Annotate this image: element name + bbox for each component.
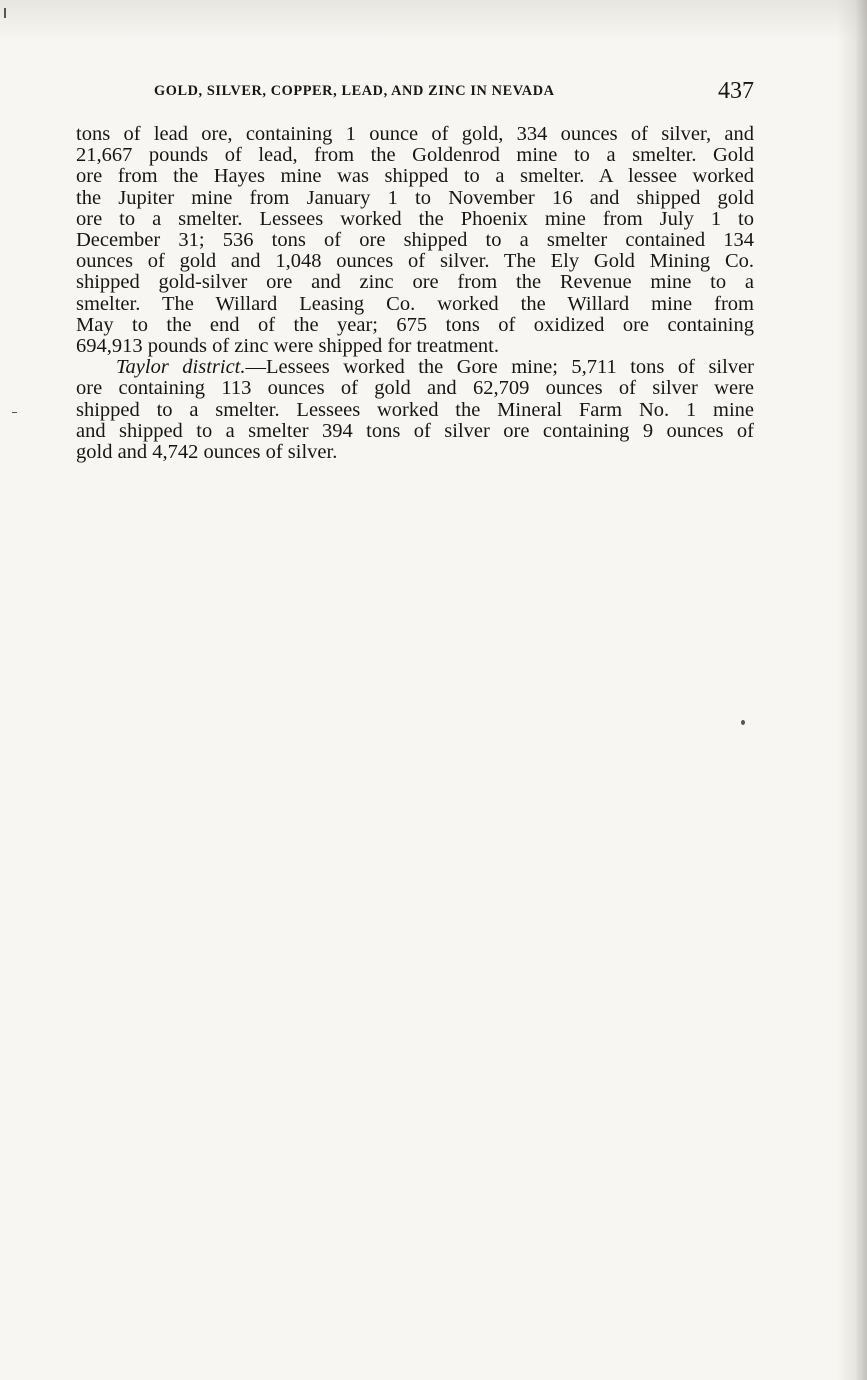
running-title: GOLD, SILVER, COPPER, LEAD, AND ZINC IN NEVADA: [154, 83, 555, 99]
district-heading: Taylor district.: [116, 356, 246, 379]
text-line: and shipped to a smelter 394 tons of silver ore containing 9 ounces of: [76, 419, 754, 442]
page-number: 437: [718, 78, 754, 104]
text-run: —Lessees worked the Gore mine; 5,711 tons of silver: [245, 356, 754, 379]
paragraph: [76, 124, 754, 357]
scan-speck: [4, 8, 6, 18]
text-line: smelter. The Willard Leasing Co. worked the Willard mine from: [76, 292, 754, 315]
text-line: May to the end of the year; 675 tons of oxidized ore containing: [76, 313, 754, 336]
scan-speck: [12, 412, 17, 413]
text-line: ore containing 113 ounces of gold and 62,709 ounces of silver were: [76, 377, 754, 400]
paragraph: [76, 357, 754, 463]
text-line: shipped to a smelter. Lessees worked the Mineral Farm No. 1 mine: [76, 398, 754, 421]
text-line: gold and 4,742 ounces of silver.: [76, 441, 338, 464]
running-head: [76, 78, 754, 106]
text-line: the Jupiter mine from January 1 to November 16 and shipped gold: [76, 186, 754, 209]
text-line: ore to a smelter. Lessees worked the Phoenix mine from July 1 to: [76, 207, 754, 230]
text-line: [76, 357, 754, 378]
text-line: 694,913 pounds of zinc were shipped for treatment.: [76, 335, 499, 358]
page-edge-shadow-right: [837, 0, 867, 1380]
text-line: shipped gold-silver ore and zinc ore from the Revenue mine to a: [76, 271, 754, 294]
text-line: December 31; 536 tons of ore shipped to a smelter contained 134: [76, 229, 754, 252]
text-line: ounces of gold and 1,048 ounces of silver. The Ely Gold Mining Co.: [76, 250, 754, 273]
text-line: 21,667 pounds of lead, from the Goldenrod mine to a smelter. Gold: [76, 144, 754, 167]
page-edge-shadow-top: [0, 0, 867, 40]
text-line: tons of lead ore, containing 1 ounce of gold, 334 ounces of silver, and: [76, 123, 754, 145]
scan-speck: [741, 720, 745, 725]
text-line: ore from the Hayes mine was shipped to a smelter. A lessee worked: [76, 165, 754, 188]
body-text: [76, 124, 754, 463]
